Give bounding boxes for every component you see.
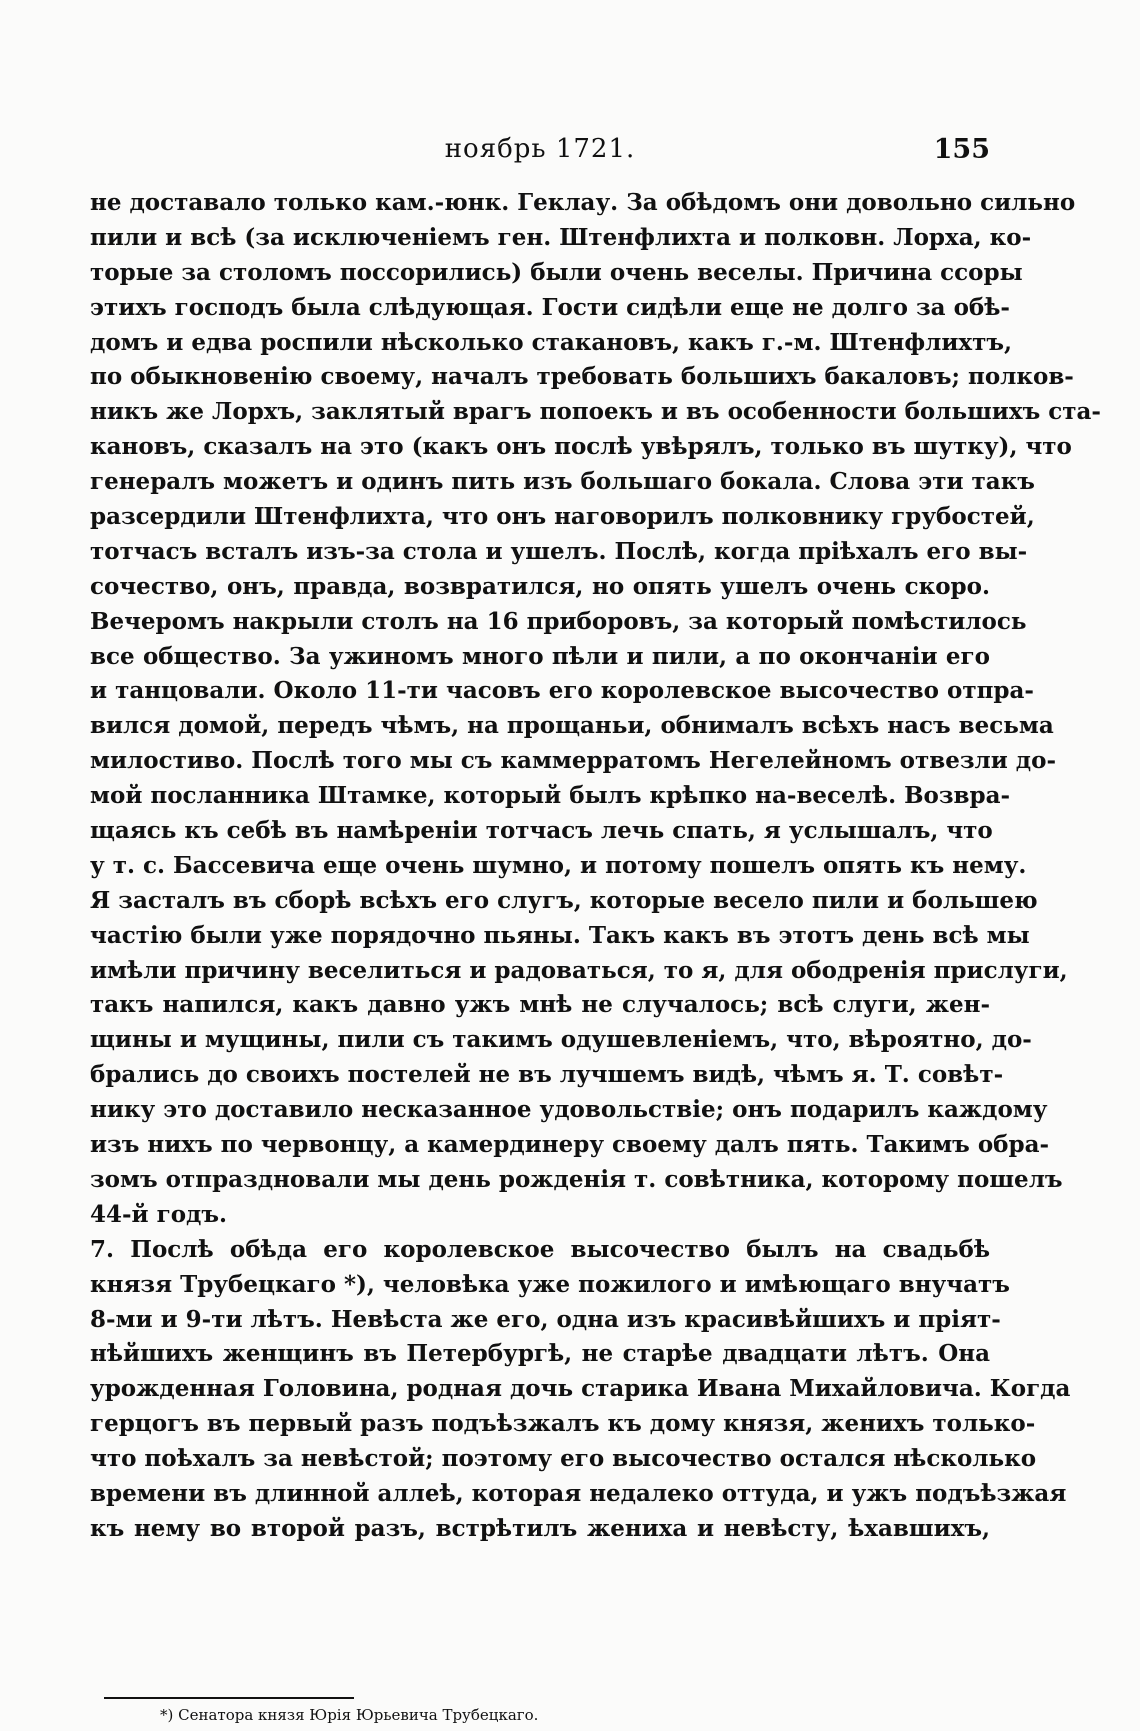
text-line: частію были уже порядочно пьяны. Такъ какъ въ этотъ день всѣ мы: [90, 921, 1030, 949]
text-line: пили и всѣ (за исключеніемъ ген. Штенфлихта и полковн. Лорха, ко-: [90, 223, 1032, 251]
text-line: 7. Послѣ обѣда его королевское высочество былъ на свадьбѣ: [90, 1235, 990, 1263]
text-line: 44-й годъ.: [90, 1200, 228, 1228]
text-line: этихъ господъ была слѣдующая. Гости сидѣли еще не долго за обѣ-: [90, 293, 1010, 321]
text-line: брались до своихъ постелей не въ лучшемъ видѣ, чѣмъ я. Т. совѣт-: [90, 1061, 1004, 1089]
text-line: князя Трубецкаго *), человѣка уже пожилого и имѣющаго внучатъ: [90, 1270, 1010, 1298]
text-line: такъ напился, какъ давно ужъ мнѣ не случалось; всѣ слуги, жен-: [90, 991, 990, 1019]
text-line: урожденная Головина, родная дочь старика Ивана Михайловича. Когда: [90, 1375, 1071, 1403]
body-text: [90, 186, 1101, 1547]
text-line: все общество. За ужиномъ много пѣли и пили, а по окончаніи его: [90, 642, 990, 670]
text-line: 8-ми и 9-ти лѣтъ. Невѣста же его, одна изъ красивѣйшихъ и пріят-: [90, 1305, 1001, 1333]
text-line: сочество, онъ, правда, возвратился, но опять ушелъ очень скоро.: [90, 572, 990, 600]
text-line: времени въ длинной аллеѣ, которая недалеко оттуда, и ужъ подъѣзжая: [90, 1479, 1067, 1507]
page-header: [90, 134, 990, 168]
page-number: 155: [933, 134, 990, 165]
text-line: домъ и едва роспили нѣсколько стакановъ, какъ г.-м. Штенфлихтъ,: [90, 328, 1012, 356]
text-line: у т. с. Бассевича еще очень шумно, и потому пошелъ опять къ нему.: [90, 851, 1027, 879]
running-title: нoябрь 1721.: [444, 134, 636, 164]
text-line: тотчасъ всталъ изъ-за стола и ушелъ. Послѣ, когда пріѣхалъ его вы-: [90, 537, 1028, 565]
text-line: Я засталъ въ сборѣ всѣхъ его слугъ, которые весело пили и большею: [90, 886, 1038, 914]
text-line: что поѣхалъ за невѣстой; поэтому его высочество остался нѣсколько: [90, 1445, 1037, 1473]
text-line: нику это доставило несказанное удовольствіе; онъ подарилъ каждому: [90, 1096, 1048, 1124]
text-line: къ нему во второй разъ, встрѣтилъ жениха и невѣсту, ѣхавшихъ,: [90, 1514, 990, 1542]
footnote-divider: [104, 1697, 354, 1699]
text-line: Вечеромъ накрыли столъ на 16 приборовъ, за который помѣстилось: [90, 607, 1027, 635]
text-line: кановъ, сказалъ на это (какъ онъ послѣ увѣрялъ, только въ шутку), что: [90, 433, 1072, 461]
text-line: генералъ можетъ и одинъ пить изъ большаго бокала. Слова эти такъ: [90, 468, 1035, 496]
text-line: изъ нихъ по червонцу, а камердинеру своему далъ пять. Такимъ обра-: [90, 1131, 1050, 1159]
text-line: и танцовали. Около 11-ти часовъ его королевское высочество отпра-: [90, 677, 1034, 705]
text-line: разсердили Штенфлихта, что онъ наговорилъ полковнику грубостей,: [90, 503, 1035, 531]
text-line: нѣйшихъ женщинъ въ Петербургѣ, не старѣе двадцати лѣтъ. Она: [90, 1340, 990, 1368]
text-line: торые за столомъ поссорились) были очень веселы. Причина ссоры: [90, 258, 1023, 286]
text-line: милостиво. Послѣ того мы съ каммерратомъ Негелейномъ отвезли до-: [90, 747, 1057, 775]
text-line: не доставало только кам.-юнк. Геклау. За обѣдомъ они довольно сильно: [90, 189, 1076, 216]
text-line: герцогъ въ первый разъ подъѣзжалъ къ дому князя, женихъ только-: [90, 1410, 1036, 1438]
text-line: щины и мущины, пили съ такимъ одушевленіемъ, что, вѣроятно, до-: [90, 1026, 1032, 1054]
text-line: зомъ отпраздновали мы день рожденія т. совѣтника, которому пошелъ: [90, 1165, 1063, 1193]
text-line: щаясь къ себѣ въ намѣреніи тотчасъ лечь спать, я услышалъ, что: [90, 817, 993, 845]
text-line: никъ же Лорхъ, заклятый врагъ попоекъ и въ особенности большихъ ста-: [90, 398, 1101, 426]
text-line: мой посланника Штамке, который былъ крѣпко на-веселѣ. Возвра-: [90, 782, 1011, 810]
text-line: имѣли причину веселиться и радоваться, то я, для ободренія прислуги,: [90, 956, 1068, 984]
text-line: по обыкновенію своему, началъ требовать большихъ бакаловъ; полков-: [90, 363, 1074, 391]
footnote: *) Сенатора князя Юрія Юрьевича Трубецкаго.: [160, 1706, 539, 1724]
text-line: вился домой, передъ чѣмъ, на прощаньи, обнималъ всѣхъ насъ весьма: [90, 712, 1054, 740]
